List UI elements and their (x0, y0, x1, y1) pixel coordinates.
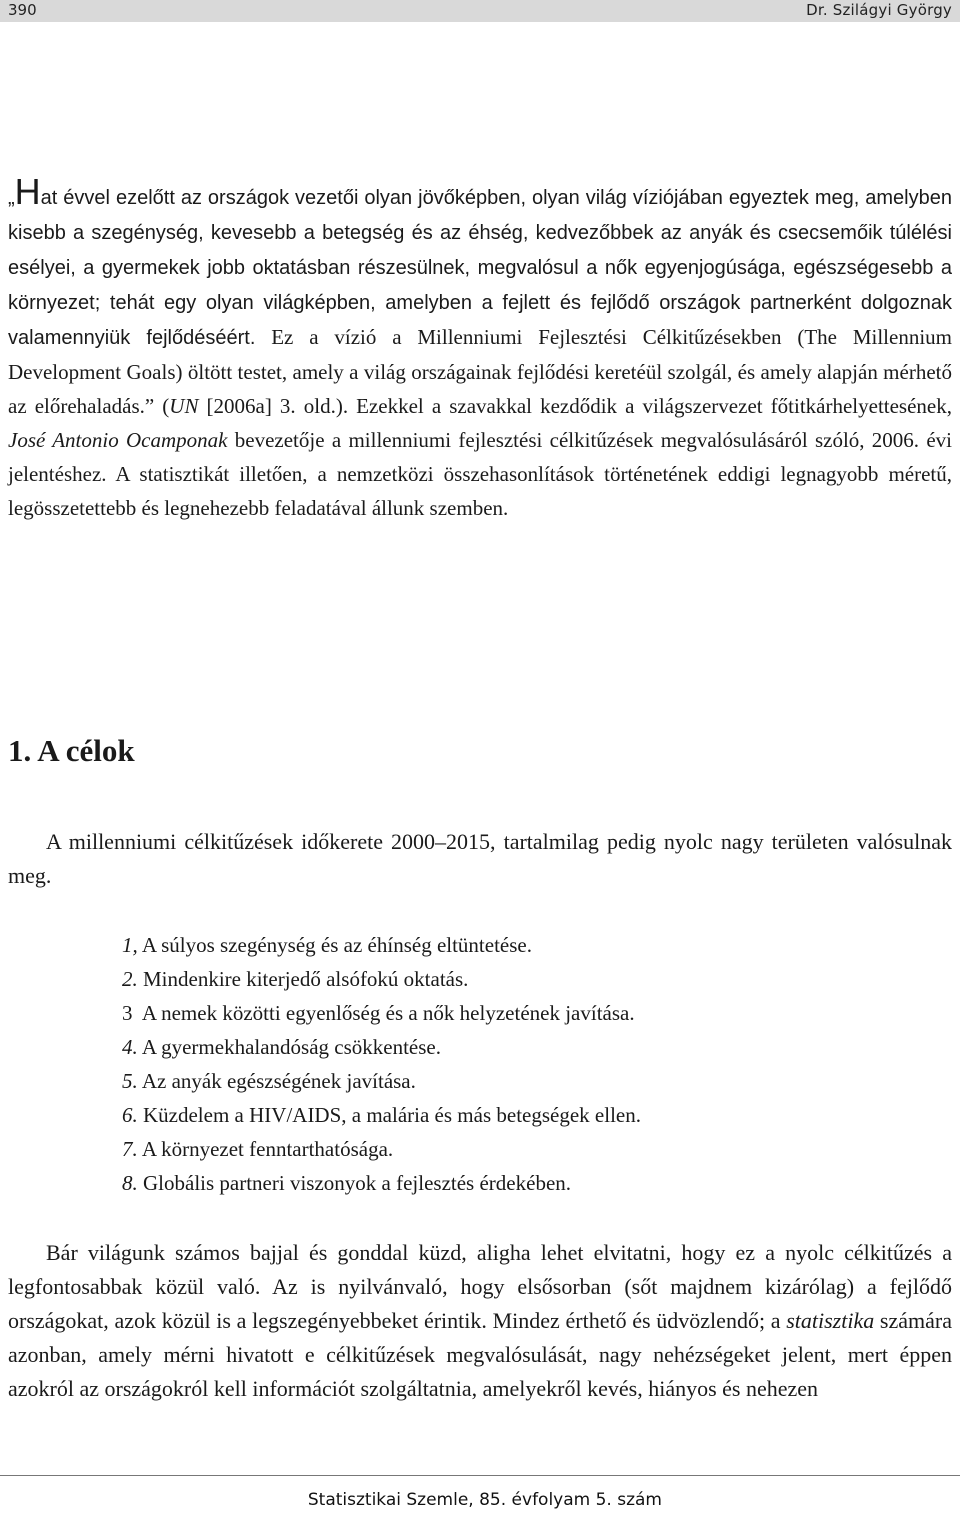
closing-text-1: Bár világunk számos bajjal és gonddal küzd, aligha lehet elvitatni, hogy ez a nyolc célkitűzés a legfontosabbak közül való. Az is nyilvánvaló, hogy elsősorban (sőt majdnem kizárólag) a fejlődő országokat, azok közül is a legszegényebbeket érintik. Mindez érthető és üdvözlendő; a (8, 1240, 952, 1333)
list-item (122, 1132, 641, 1166)
citation-rest: [2006a] 3. old.). (198, 394, 349, 418)
closing-paragraph (8, 1236, 952, 1406)
running-author: Dr. Szilágyi György (806, 1, 952, 19)
goal-text: Az anyák egészségének javítása. (137, 1069, 416, 1093)
running-header (0, 0, 960, 22)
journal-name: Statisztikai Szemle, 85. évfolyam 5. szám (307, 1490, 662, 1510)
list-item (122, 1098, 641, 1132)
goal-number: 4. (122, 1035, 138, 1059)
list-item (122, 996, 641, 1030)
list-item (122, 1030, 641, 1064)
goal-text: Globális partneri viszonyok a fejlesztés érdekében. (137, 1171, 572, 1195)
open-quote: „ (8, 187, 15, 209)
page-number: 390 (8, 1, 37, 19)
section-paragraph: A millenniumi célkitűzések időkerete 2000–2015, tartalmilag pedig nyolc nagy területen valósulnak meg. (8, 829, 952, 888)
person-name: José Antonio Ocamponak (8, 428, 228, 452)
intro-text-after: Ezekkel a szavakkal kezdődik a világszervezet főtitkárhelyettesének, (348, 394, 953, 418)
goal-number: 2. (122, 967, 138, 991)
list-item (122, 962, 641, 996)
goal-number: 3 (122, 1001, 133, 1025)
drop-letter: H (14, 171, 41, 212)
citation-open: ( (154, 394, 170, 418)
quote-text-2: Ez a vízió a Millenniumi Fejlesztési Célkitűzésekben (The Millennium Development Goals) öltött testet, amely a világ országainak fejlődési keretéül szolgál, és amely alapján mérhető az előrehaladás. (8, 325, 952, 418)
goal-number: 6. (122, 1103, 138, 1127)
list-item (122, 1166, 641, 1200)
citation-org: UN (169, 394, 199, 418)
close-quote: ” (144, 394, 155, 418)
goal-number: 5. (122, 1069, 138, 1093)
goal-number: 1, (122, 933, 138, 957)
goal-text: A gyermekhalandóság csökkentése. (137, 1035, 441, 1059)
list-item (122, 928, 641, 962)
page-footer (0, 1475, 960, 1522)
goal-number: 8. (122, 1171, 138, 1195)
goal-text: A környezet fenntarthatósága. (137, 1137, 394, 1161)
goal-list (122, 928, 641, 1200)
closing-emphasis: statisztika (786, 1308, 875, 1333)
intro-text-end: bevezetője a millenniumi fejlesztési célkitűzések megvalósulásáról szóló, 2006. évi jelentéshez. A statisztikát illetően, a nemzetközi összehasonlítások történetének eddigi legnagyobb méretű, legösszetettebb és legnehezebb feladatával állunk szemben. (8, 428, 953, 520)
closing-text-2: számára azonban, amely mérni hivatott e célkitűzések megvalósulását, nagy nehézségeket jelent, mert éppen azokról az országokról kell információt szolgáltatnia, amelyekről kevés, hiányos és nehezen (8, 1308, 952, 1401)
intro-paragraph (8, 171, 953, 525)
goal-text: A nemek közötti egyenlőség és a nők helyzetének javítása. (132, 1001, 635, 1025)
goal-text: Mindenkire kiterjedő alsófokú oktatás. (137, 967, 469, 991)
quote-text: at évvel ezelőtt az országok vezetői olyan jövőképben, olyan világ víziójában egyeztek meg, amelyben kisebb a szegénység, kevesebb a betegség és az éhség, kedvezőbbek az anyák és csecsemőik túlélési esélyei, a gyermekek jobb oktatásban részesülnek, megvalósul a nők egyenjogúsága, egészségesebb a környezet; tehát egy olyan világképben, amelyben a fejlett és fejlődő országok partnerként dolgoznak valamennyiük fejlődéséért. (8, 187, 952, 349)
section-heading: 1. A célok (8, 733, 135, 768)
list-item (122, 1064, 641, 1098)
goal-text: A súlyos szegénység és az éhínség eltüntetése. (137, 933, 532, 957)
goal-text: Küzdelem a HIV/AIDS, a malária és más betegségek ellen. (137, 1103, 641, 1127)
goal-number: 7. (122, 1137, 138, 1161)
